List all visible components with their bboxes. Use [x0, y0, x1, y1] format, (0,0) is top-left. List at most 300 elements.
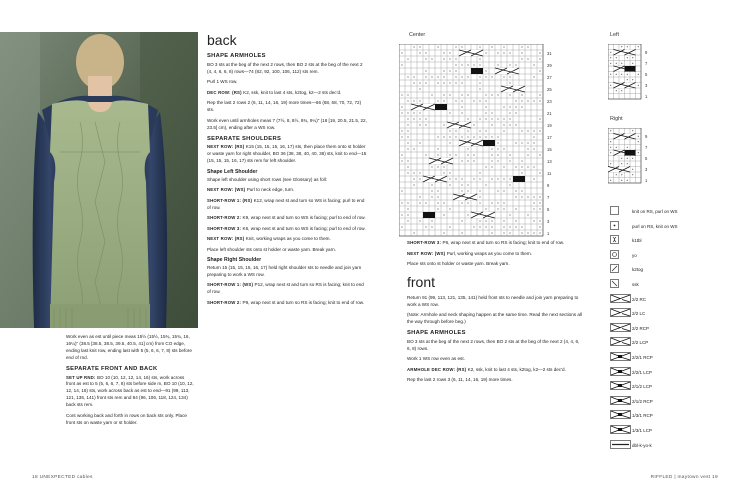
- purl-stitch-symbol: [627, 57, 628, 58]
- instruction-text: Place sts onto st holder or waste yarn. Break yarn.: [407, 261, 510, 266]
- instruction-paragraph: [407, 356, 583, 363]
- purl-stitch-symbol: [401, 106, 402, 107]
- purl-stitch-symbol: [437, 166, 438, 167]
- purl-stitch-symbol: [419, 142, 420, 143]
- purl-stitch-symbol: [539, 70, 540, 71]
- shape-armholes-heading: SHAPE ARMHOLES: [207, 53, 266, 59]
- instruction-paragraph: [407, 295, 583, 309]
- row-number: 5: [547, 206, 550, 212]
- back-title: back: [207, 32, 237, 48]
- purl-stitch-symbol: [431, 58, 432, 59]
- row-number: 9: [547, 182, 550, 188]
- purl-stitch-symbol: [503, 226, 504, 227]
- purl-stitch-symbol: [425, 154, 426, 155]
- purl-stitch-symbol: [509, 64, 510, 65]
- purl-stitch-symbol: [638, 74, 639, 75]
- purl-stitch-symbol: [407, 148, 408, 149]
- purl-stitch-symbol: [621, 174, 622, 175]
- purl-stitch-symbol: [437, 190, 438, 191]
- purl-stitch-symbol: [491, 118, 492, 119]
- purl-stitch-symbol: [491, 178, 492, 179]
- purl-stitch-symbol: [473, 226, 474, 227]
- purl-stitch-symbol: [632, 57, 633, 58]
- purl-stitch-symbol: [455, 46, 456, 47]
- left-bottom-column: [66, 334, 194, 430]
- purl-stitch-symbol: [401, 136, 402, 137]
- purl-stitch-symbol: [527, 100, 528, 101]
- purl-stitch-symbol: [449, 136, 450, 137]
- separate-front-back-text: [66, 375, 194, 427]
- purl-stitch-symbol: [515, 190, 516, 191]
- purl-stitch-symbol: [533, 142, 534, 143]
- purl-stitch-symbol: [431, 94, 432, 95]
- instruction-paragraph: [207, 79, 367, 86]
- purl-stitch-symbol: [473, 64, 474, 65]
- purl-stitch-symbol: [627, 158, 628, 159]
- purl-stitch-symbol: [491, 202, 492, 203]
- instruction-paragraph: [207, 215, 367, 222]
- legend-label: 2/1/2 LCP: [632, 384, 653, 390]
- purl-stitch-symbol: [425, 202, 426, 203]
- purl-stitch-symbol: [431, 226, 432, 227]
- purl-stitch-symbol: [509, 160, 510, 161]
- purl-stitch-symbol: [443, 166, 444, 167]
- purl-stitch-symbol: [539, 58, 540, 59]
- purl-stitch-symbol: [407, 112, 408, 113]
- purl-stitch-symbol: [479, 82, 480, 83]
- purl-stitch-symbol: [419, 124, 420, 125]
- purl-stitch-symbol: [521, 58, 522, 59]
- purl-stitch-symbol: [473, 154, 474, 155]
- purl-stitch-symbol: [413, 112, 414, 113]
- center-chart: [399, 44, 597, 240]
- purl-stitch-symbol: [610, 130, 611, 131]
- purl-stitch-symbol: [407, 58, 408, 59]
- purl-stitch-symbol: [473, 178, 474, 179]
- purl-stitch-symbol: [533, 196, 534, 197]
- separate-front-back-heading: SEPARATE FRONT AND BACK: [66, 365, 158, 372]
- purl-stitch-symbol: [401, 112, 402, 113]
- left-shoulder-heading: Shape Left Shoulder: [207, 168, 258, 175]
- purl-stitch-symbol: [491, 220, 492, 221]
- purl-stitch-symbol: [509, 52, 510, 53]
- purl-stitch-symbol: [407, 208, 408, 209]
- purl-stitch-symbol: [610, 180, 611, 181]
- right-chart: [608, 128, 660, 184]
- cable-rc-icon: [610, 294, 631, 303]
- row-number: 7: [645, 144, 648, 150]
- purl-stitch-symbol: [527, 196, 528, 197]
- purl-stitch-symbol: [467, 148, 468, 149]
- purl-stitch-symbol: [425, 124, 426, 125]
- purl-stitch-symbol: [443, 202, 444, 203]
- purl-stitch-symbol: [616, 74, 617, 75]
- purl-stitch-symbol: [461, 190, 462, 191]
- purl-stitch-symbol: [485, 112, 486, 113]
- instruction-text: BO 3 sts at the beg of the next 2 rows, then BO 2 sts at the beg of the next 2 (4, 4, 6, 6, 8) rows.: [407, 339, 580, 351]
- purl-stitch-symbol: [461, 202, 462, 203]
- row-number: 13: [547, 158, 552, 164]
- purl-stitch-symbol: [521, 232, 522, 233]
- purl-stitch-symbol: [449, 208, 450, 209]
- purl-stitch-symbol: [627, 79, 628, 80]
- purl-stitch-symbol: [437, 76, 438, 77]
- purl-stitch-symbol: [419, 196, 420, 197]
- purl-stitch-symbol: [467, 202, 468, 203]
- row-number: 3: [547, 218, 550, 224]
- purl-stitch-symbol: [638, 136, 639, 137]
- purl-stitch-symbol: [632, 79, 633, 80]
- purl-stitch-symbol: [425, 52, 426, 53]
- purl-stitch-symbol: [521, 52, 522, 53]
- purl-stitch-symbol: [443, 100, 444, 101]
- left-chart-label: Left: [610, 32, 619, 38]
- purl-stitch-symbol: [632, 130, 633, 131]
- instruction-lead: SHORT-ROW 1: (WS): [207, 282, 255, 288]
- purl-stitch-symbol: [437, 82, 438, 83]
- purl-stitch-symbol: [610, 147, 611, 148]
- purl-stitch-symbol: [610, 152, 611, 153]
- bar-icon: [610, 440, 631, 449]
- instruction-paragraph: [407, 339, 583, 353]
- purl-stitch-symbol: [431, 184, 432, 185]
- purl-stitch-symbol: [515, 226, 516, 227]
- instruction-paragraph: [207, 118, 367, 132]
- instruction-paragraph: [207, 282, 367, 296]
- purl-stitch-symbol: [449, 154, 450, 155]
- instruction-paragraph: [207, 226, 367, 233]
- purl-stitch-symbol: [503, 46, 504, 47]
- purl-stitch-symbol: [425, 58, 426, 59]
- instruction-text: Work even until armholes meas 7 (7½, 8, 8½, 8¾, 9¼)" (18 [19, 20.5, 21.5, 22, 23.5] cm), ending after a WS row.: [207, 117, 367, 130]
- purl-stitch-symbol: [473, 100, 474, 101]
- purl-stitch-symbol: [497, 136, 498, 137]
- purl-stitch-symbol: [407, 142, 408, 143]
- instruction-paragraph: [207, 265, 367, 279]
- legend-label: knit on RS, purl on WS: [632, 209, 678, 214]
- bobble-symbol: [513, 176, 525, 182]
- purl-stitch-symbol: [485, 70, 486, 71]
- purl-stitch-symbol: [491, 112, 492, 113]
- purl-stitch-symbol: [539, 226, 540, 227]
- purl-stitch-symbol: [461, 100, 462, 101]
- purl-stitch-symbol: [407, 130, 408, 131]
- purl-stitch-symbol: [443, 136, 444, 137]
- purl-stitch-symbol: [455, 76, 456, 77]
- purl-stitch-symbol: [616, 147, 617, 148]
- purl-stitch-symbol: [479, 76, 480, 77]
- purl-stitch-symbol: [485, 208, 486, 209]
- row-number: 15: [547, 146, 552, 152]
- legend-label: purl on RS, knit on WS: [632, 223, 678, 229]
- purl-stitch-symbol: [449, 52, 450, 53]
- cable-wide-icon: [610, 410, 631, 419]
- purl-stitch-symbol: [467, 154, 468, 155]
- instruction-text: (Note: Armhole and neck shaping happen at the same time. Read the next sections all the way through before beg.): [407, 312, 582, 325]
- purl-stitch-symbol: [449, 130, 450, 131]
- bobble-symbol: [435, 104, 447, 110]
- purl-stitch-symbol: [515, 142, 516, 143]
- purl-stitch-symbol: [437, 46, 438, 47]
- purl-stitch-symbol: [413, 118, 414, 119]
- purl-stitch-symbol: [485, 52, 486, 53]
- purl-stitch-symbol: [515, 166, 516, 167]
- instruction-text: BO 3 sts at the beg of the next 2 rows, then BO 2 sts at the beg of the next 2 (4, 4, 6, 6, 8) rows—74 (82, 92, 100, 106, 112) sts rem.: [207, 61, 363, 74]
- instruction-text: Knit, working wraps as you come to them.: [245, 236, 331, 242]
- purl-stitch-symbol: [413, 184, 414, 185]
- purl-stitch-symbol: [431, 220, 432, 221]
- purl-stitch-symbol: [419, 82, 420, 83]
- purl-stitch-symbol: [610, 63, 611, 64]
- purl-stitch-symbol: [407, 136, 408, 137]
- purl-stitch-symbol: [515, 64, 516, 65]
- purl-stitch-symbol: [533, 166, 534, 167]
- purl-stitch-symbol: [515, 196, 516, 197]
- purl-stitch-symbol: [431, 190, 432, 191]
- purl-stitch-symbol: [509, 82, 510, 83]
- purl-stitch-symbol: [503, 166, 504, 167]
- purl-stitch-symbol: [497, 148, 498, 149]
- purl-stitch-symbol: [627, 180, 628, 181]
- row-number: 7: [547, 194, 550, 200]
- purl-stitch-symbol: [521, 190, 522, 191]
- purl-stitch-symbol: [621, 180, 622, 181]
- purl-stitch-symbol: [413, 100, 414, 101]
- purl-stitch-symbol: [407, 76, 408, 77]
- purl-stitch-symbol: [479, 130, 480, 131]
- purl-stitch-symbol: [455, 64, 456, 65]
- purl-stitch-symbol: [425, 70, 426, 71]
- purl-stitch-symbol: [407, 118, 408, 119]
- purl-stitch-symbol: [515, 208, 516, 209]
- legend-label: 1/3/1 LCP: [632, 428, 653, 433]
- purl-stitch-symbol: [503, 148, 504, 149]
- instruction-paragraph: [207, 62, 367, 76]
- purl-stitch-symbol: [455, 58, 456, 59]
- purl-stitch-symbol: [527, 214, 528, 215]
- purl-stitch-symbol: [533, 136, 534, 137]
- purl-stitch-symbol: [401, 160, 402, 161]
- legend-label: 2/1/2 RCP: [632, 398, 653, 404]
- purl-stitch-symbol: [419, 118, 420, 119]
- instruction-paragraph: [207, 236, 367, 243]
- purl-stitch-symbol: [638, 152, 639, 153]
- purl-stitch-symbol: [515, 112, 516, 113]
- legend-label: 2/2 RC: [632, 296, 647, 302]
- instruction-text: Rep the last 2 rows 3 (6, 11, 14, 16, 19) more times.: [407, 377, 513, 383]
- purl-stitch-symbol: [485, 106, 486, 107]
- purl-stitch-symbol: [491, 46, 492, 47]
- instruction-text: Cont working back and forth in rows on back sts only. Place front sts on waste yarn or st holder.: [66, 412, 187, 425]
- purl-stitch-symbol: [533, 64, 534, 65]
- purl-stitch-symbol: [461, 178, 462, 179]
- purl-stitch-symbol: [455, 154, 456, 155]
- purl-stitch-symbol: [521, 160, 522, 161]
- armholes-text: [207, 62, 367, 132]
- purl-stitch-symbol: [401, 226, 402, 227]
- purl-stitch-symbol: [503, 202, 504, 203]
- purl-stitch-symbol: [437, 208, 438, 209]
- purl-stitch-symbol: [443, 232, 444, 233]
- instruction-lead: ARMHOLE DEC ROW: (RS): [407, 366, 468, 372]
- back-column: [207, 32, 367, 310]
- purl-stitch-symbol: [419, 220, 420, 221]
- purl-stitch-symbol: [449, 82, 450, 83]
- purl-stitch-symbol: [461, 220, 462, 221]
- purl-stitch-symbol: [449, 172, 450, 173]
- purl-stitch-symbol: [407, 160, 408, 161]
- legend-label: 2/2 LC: [632, 311, 646, 317]
- purl-stitch-symbol: [443, 82, 444, 83]
- purl-stitch-symbol: [413, 172, 414, 173]
- purl-stitch-symbol: [539, 118, 540, 119]
- short-rows-text: [407, 240, 583, 268]
- instruction-lead: SHORT-ROW 2:: [207, 215, 243, 221]
- purl-stitch-symbol: [401, 190, 402, 191]
- instruction-lead: DEC ROW: (RS): [207, 89, 244, 95]
- purl-stitch-symbol: [638, 141, 639, 142]
- purl-stitch-symbol: [509, 112, 510, 113]
- legend-label: 2/2/1 LCP: [632, 369, 653, 375]
- row-number: 1: [547, 230, 550, 236]
- purl-stitch-symbol: [437, 202, 438, 203]
- purl-stitch-symbol: [449, 70, 450, 71]
- purl-stitch-symbol: [539, 52, 540, 53]
- purl-stitch-symbol: [539, 202, 540, 203]
- purl-stitch-symbol: [467, 64, 468, 65]
- purl-stitch-symbol: [413, 82, 414, 83]
- purl-stitch-symbol: [479, 136, 480, 137]
- purl-stitch-symbol: [539, 172, 540, 173]
- purl-stitch-symbol: [503, 208, 504, 209]
- purl-stitch-symbol: [461, 160, 462, 161]
- purl-stitch-symbol: [485, 76, 486, 77]
- purl-stitch-symbol: [539, 94, 540, 95]
- purl-stitch-symbol: [479, 178, 480, 179]
- purl-stitch-symbol: [515, 220, 516, 221]
- purl-stitch-symbol: [627, 46, 628, 47]
- purl-stitch-symbol: [627, 163, 628, 164]
- purl-stitch-symbol: [467, 136, 468, 137]
- purl-stitch-symbol: [533, 76, 534, 77]
- instruction-text: Place left shoulder sts onto st holder or waste yarn. Break yarn.: [207, 246, 336, 252]
- purl-stitch-symbol: [491, 76, 492, 77]
- purl-stitch-symbol: [497, 160, 498, 161]
- purl-stitch-symbol: [621, 158, 622, 159]
- legend-label: k2tog: [632, 267, 644, 273]
- front-text: [407, 295, 583, 326]
- instruction-text: K6, wrap next st and turn so WS is facing; purl to end of row.: [242, 225, 366, 231]
- legend-label: 2/2/1 RCP: [632, 355, 653, 360]
- purl-stitch-symbol: [461, 82, 462, 83]
- purl-stitch-symbol: [491, 94, 492, 95]
- separate-shoulders-heading: SEPARATE SHOULDERS: [207, 135, 282, 142]
- purl-stitch-symbol: [425, 118, 426, 119]
- purl-stitch-symbol: [610, 163, 611, 164]
- purl-stitch-symbol: [539, 208, 540, 209]
- purl-stitch-symbol: [521, 166, 522, 167]
- row-number: 23: [547, 98, 552, 104]
- row-number: 19: [547, 122, 552, 128]
- right-chart-label: Right: [610, 116, 623, 122]
- purl-stitch-symbol: [497, 118, 498, 119]
- left-folio: 18 UNEXPECTED cables: [32, 475, 93, 480]
- purl-stitch-symbol: [473, 160, 474, 161]
- purl-stitch-symbol: [485, 118, 486, 119]
- purl-stitch-symbol: [509, 214, 510, 215]
- purl-stitch-symbol: [491, 166, 492, 167]
- purl-stitch-symbol: [515, 106, 516, 107]
- purl-stitch-symbol: [401, 64, 402, 65]
- purl-stitch-symbol: [479, 202, 480, 203]
- row-number: 1: [645, 93, 648, 99]
- purl-stitch-symbol: [449, 142, 450, 143]
- purl-stitch-symbol: [515, 100, 516, 101]
- instruction-paragraph: [207, 247, 367, 254]
- purl-stitch-symbol: [443, 124, 444, 125]
- purl-stitch-symbol: [521, 106, 522, 107]
- short-rows-column: [407, 240, 583, 388]
- cable-wide-icon: [610, 381, 631, 390]
- purl-stitch-symbol: [509, 76, 510, 77]
- purl-stitch-symbol: [503, 130, 504, 131]
- purl-stitch-symbol: [539, 220, 540, 221]
- purl-stitch-symbol: [461, 184, 462, 185]
- purl-stitch-symbol: [485, 94, 486, 95]
- instruction-paragraph: [407, 240, 583, 247]
- instruction-lead: NEXT ROW: (WS): [207, 187, 247, 193]
- row-number: 25: [547, 86, 552, 92]
- cable-wide-icon: [610, 425, 631, 434]
- purl-stitch-symbol: [515, 124, 516, 125]
- purl-stitch-symbol: [479, 226, 480, 227]
- instruction-lead: NEXT ROW: (WS): [407, 250, 447, 256]
- twist-icon: [610, 235, 619, 244]
- purl-stitch-symbol: [632, 174, 633, 175]
- purl-stitch-symbol: [431, 76, 432, 77]
- instruction-paragraph: [207, 198, 367, 212]
- purl-stitch-symbol: [461, 232, 462, 233]
- row-number: 3: [645, 82, 648, 88]
- purl-stitch-symbol: [521, 94, 522, 95]
- purl-stitch-symbol: [491, 148, 492, 149]
- purl-stitch-symbol: [485, 100, 486, 101]
- purl-stitch-symbol: [527, 46, 528, 47]
- circle-icon: [610, 250, 619, 259]
- purl-stitch-symbol: [503, 232, 504, 233]
- purl-stitch-symbol: [491, 226, 492, 227]
- instruction-paragraph: [207, 300, 367, 307]
- purl-stitch-symbol: [509, 106, 510, 107]
- purl-stitch-symbol: [407, 166, 408, 167]
- purl-stitch-symbol: [443, 94, 444, 95]
- front-title: front: [407, 273, 436, 290]
- purl-stitch-symbol: [485, 130, 486, 131]
- purl-stitch-symbol: [497, 202, 498, 203]
- model-vest-image: [0, 32, 198, 328]
- purl-stitch-symbol: [413, 46, 414, 47]
- purl-stitch-symbol: [455, 130, 456, 131]
- purl-stitch-symbol: [467, 94, 468, 95]
- instruction-paragraph: [66, 375, 194, 410]
- purl-stitch-symbol: [527, 130, 528, 131]
- purl-stitch-symbol: [467, 214, 468, 215]
- purl-stitch-symbol: [638, 85, 639, 86]
- purl-stitch-symbol: [497, 94, 498, 95]
- purl-stitch-symbol: [497, 154, 498, 155]
- bobble-symbol: [625, 150, 636, 156]
- purl-stitch-symbol: [503, 52, 504, 53]
